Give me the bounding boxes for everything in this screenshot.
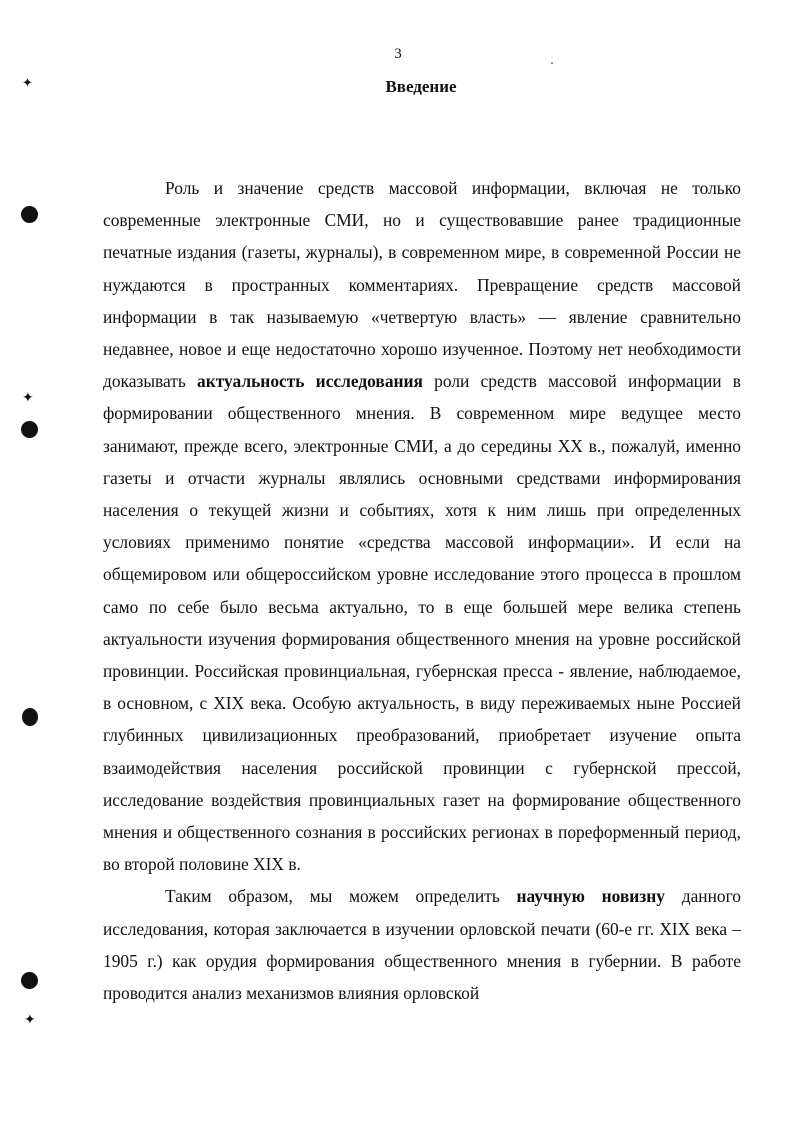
scan-dot (551, 62, 553, 64)
paragraph-2 (103, 880, 741, 1009)
paragraph-2-text-a: Таким образом, мы можем определить (165, 886, 517, 907)
paragraph-2-bold: научную новизну (516, 886, 665, 907)
punch-hole-mark (21, 206, 38, 223)
page-title: Введение (385, 77, 457, 96)
page-number: 3 (394, 46, 402, 62)
paragraph-1-text-b: роли средств массовой информации в формировании общественного мнения. В современном мире ведущее место занимают, прежде всего, электронные СМИ, а до середины XX в., пожалуй, именно газеты и отчасти журналы являлись основными средствами информирования населения о текущей жизни и событиях, хотя к ним лишь при определенных условиях применимо понятие «средства массовой информации». И если на общемировом или общероссийском уровне исследование этого процесса в прошлом само по себе было весьма актуально, то в еще большей мере велика степень актуальности изучения формирования общественного мнения на уровне российской провинции. Российская провинциальная, губернская пресса - явление, наблюдаемое, в основном, с XIX века. Особую актуальность, в виду переживаемых ныне Россией глубинных цивилизационных преобразований, приобретает изучение опыта взаимодействия населения российской провинции с губернской прессой, исследование воздействия провинциальных газет на формирование общественного мнения и общественного сознания в российских регионах в пореформенный период, во второй половине XIX в. (103, 371, 742, 875)
scan-speck-icon: ✦ (24, 1012, 36, 1028)
scan-speck-icon: ✦ (22, 390, 34, 406)
scan-speck-icon: ✦ (22, 76, 33, 91)
punch-hole-mark (21, 972, 38, 989)
paragraph-2-text-b: данного исследования, которая заключается в изучении орловской печати (60-е гг. XIX века – 1905 г.) как орудия формирования общественного мнения в губернии. В работе проводится анализ механизмов влияния орловской (103, 886, 741, 1004)
paragraph-1 (103, 172, 741, 880)
punch-hole-mark (22, 708, 38, 726)
punch-hole-mark (21, 421, 38, 438)
paragraph-1-text-a: Роль и значение средств массовой информации, включая не только современные электронные СМИ, но и существовавшие ранее традиционные печатные издания (газеты, журналы), в современном мире, в современной России не нуждаются в пространных комментариях. Превращение средств массовой информации в так называемую «четвертую власть» — явление сравнительно недавнее, новое и еще недостаточно хорошо изученное. Поэтому нет необходимости доказывать (103, 178, 741, 392)
document-body (103, 172, 741, 1009)
paragraph-1-bold: актуальность исследования (197, 371, 423, 392)
